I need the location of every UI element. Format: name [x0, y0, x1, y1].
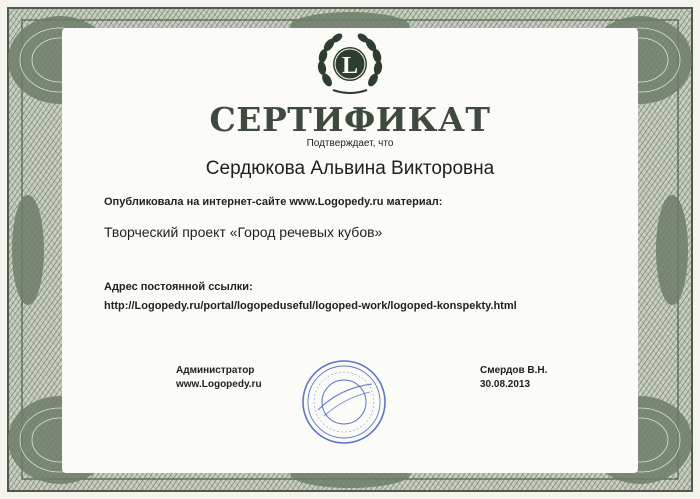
signer-name: Смердов В.Н. [480, 365, 548, 376]
published-text: Опубликовала на интернет-сайте www.Logopedy.ru материал: [104, 196, 443, 208]
material-title: Творческий проект «Город речевых кубов» [104, 224, 383, 240]
recipient-name: Сердюкова Альвина Викторовна [205, 158, 495, 179]
admin-site[interactable]: www.Logopedy.ru [176, 379, 262, 390]
confirms-text: Подтверждает, что [306, 138, 394, 149]
certificate-title: СЕРТИФИКАТ [209, 100, 491, 139]
sign-date: 30.08.2013 [480, 379, 531, 390]
round-seal-stamp [300, 358, 388, 446]
logo-letter: L [341, 53, 359, 79]
permanent-link[interactable]: http://Logopedy.ru/portal/logopeduseful/logoped-work/logoped-konspekty.html [104, 300, 517, 312]
admin-role: Администратор [176, 365, 255, 376]
laurel-wreath-icon [313, 30, 387, 98]
link-label: Адрес постоянной ссылки: [104, 281, 253, 293]
